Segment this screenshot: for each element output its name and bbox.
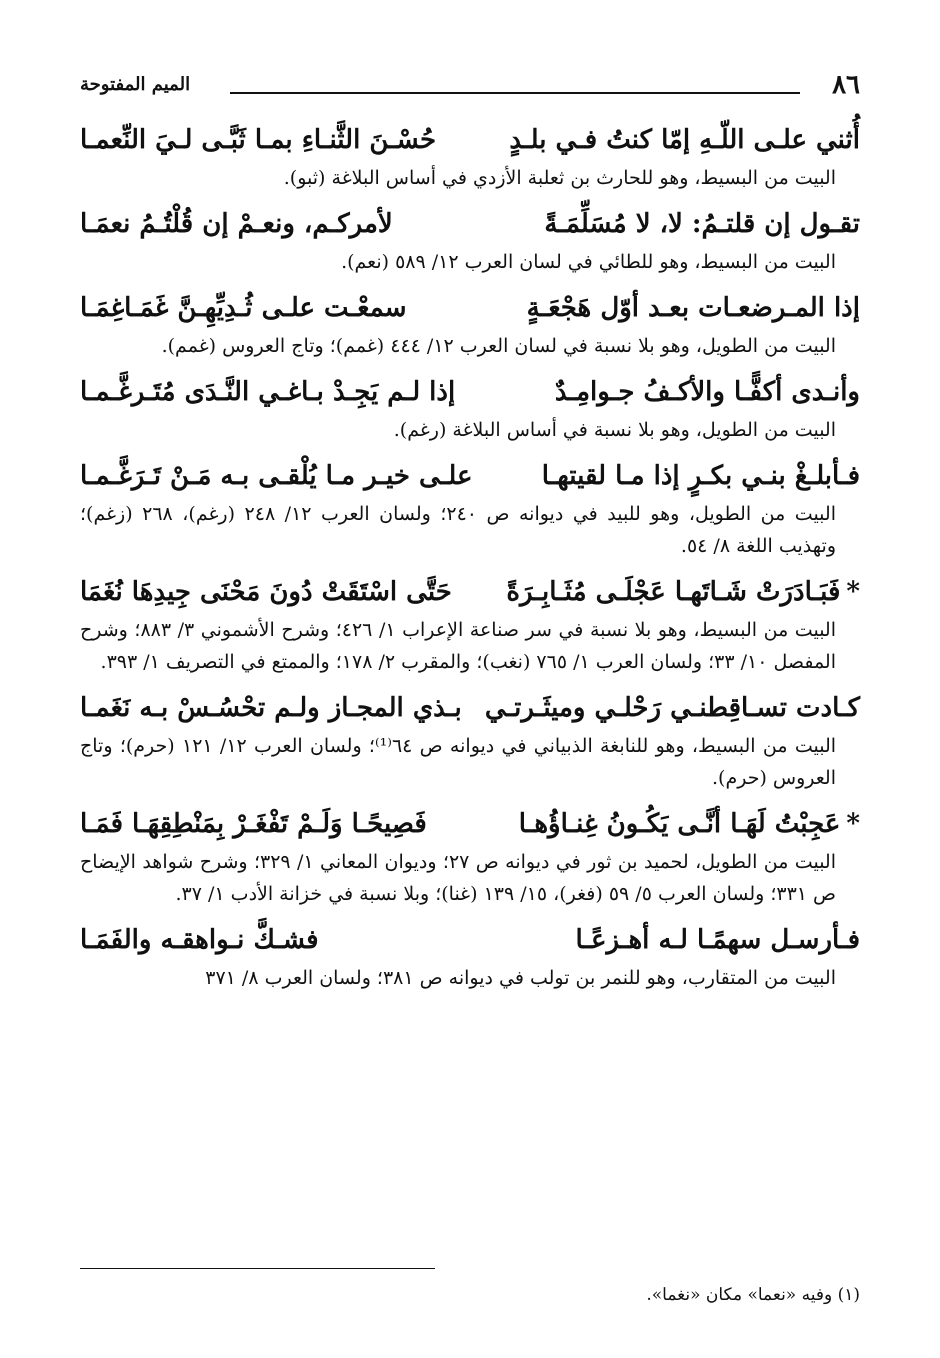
first-hemistich bbox=[485, 686, 860, 730]
header-rule bbox=[230, 92, 800, 94]
source-note: البيت من الطويل، وهو للبيد في ديوانه ص ٢٤٠؛ ولسان العرب ١٢/ ٢٤٨ (رغم)، ٢٦٨ (زغم)؛ وتهذيب اللغة ٨/ ٥٤. bbox=[80, 503, 836, 557]
first-hemistich bbox=[575, 918, 860, 962]
verse-entry bbox=[80, 202, 860, 278]
source-note: البيت من الطويل، لحميد بن ثور في ديوانه ص ٢٧؛ وديوان المعاني ١/ ٣٢٩؛ وشرح شواهد الإيضاح ص ٣٣١؛ ولسان العرب ٥/ ٥٩ (فغر)، ١٥/ ١٣٩ (غنا)؛ وبلا نسبة في خزانة الأدب ١/ ٣٧. bbox=[80, 851, 836, 905]
verse-line bbox=[80, 918, 860, 962]
first-hemistich-text: أُثني علـى اللّـهِ إمّا كنتُ فـي بلـدٍ bbox=[509, 125, 860, 155]
running-title: الميم المفتوحة bbox=[80, 74, 191, 95]
verse-line bbox=[80, 686, 860, 730]
first-hemistich-text: عَجِبْتُ لَهَـا أنَّـى يَكُـونُ غِنـاؤُهـا bbox=[518, 809, 841, 839]
second-hemistich: حَتَّى اسْتَقَتْ دُونَ مَحْنَى جِيدِهَا نُغَمَا bbox=[80, 577, 452, 607]
second-hemistich: حُسْـنَ الثَّنـاءِ بمـا ثَبَّـى لـيَ النِّعمـا bbox=[80, 125, 437, 155]
source-note: البيت من البسيط، وهو للنابغة الذبياني في ديوانه ص ٦٤⁽¹⁾؛ ولسان العرب ١٢/ ١٢١ (حرم)؛ وتاج العروس (حرم). bbox=[80, 735, 837, 789]
second-hemistich: فشـكَّ نـواهقـه والفَمَـا bbox=[80, 925, 319, 955]
verse-entry bbox=[80, 454, 860, 562]
verse-line bbox=[80, 286, 860, 330]
second-hemistich: لأمركـم، ونعـمْ إن قُلْتُـمُ نعمَـا bbox=[80, 209, 393, 239]
verse-line bbox=[80, 118, 860, 162]
verse-entries bbox=[80, 118, 860, 1002]
footnote: (١) وفيه «نعما» مكان «نغما». bbox=[646, 1285, 860, 1305]
asterisk-mark: * bbox=[846, 577, 860, 607]
source-note: البيت من الطويل، وهو بلا نسبة في أساس البلاغة (رغم). bbox=[393, 419, 836, 441]
asterisk-mark: * bbox=[846, 809, 860, 839]
first-hemistich-text: كـادت تسـاقِطنـي رَحْلـي وميثَـرتـي bbox=[484, 693, 860, 723]
verse-line bbox=[80, 802, 860, 846]
verse-entry bbox=[80, 570, 860, 678]
second-hemistich: فَصِيحًـا وَلَـمْ تَفْغَـرْ بِمَنْطِقِهَـا فَمَـا bbox=[80, 809, 427, 839]
source-note: البيت من البسيط، وهو للطائي في لسان العرب ١٢/ ٥٨٩ (نعم). bbox=[341, 251, 836, 273]
verse-entry bbox=[80, 802, 860, 910]
page-number: ٨٦ bbox=[832, 70, 860, 100]
second-hemistich: إذا لـم يَجِـدْ بـاغـي النَّـدَى مُتَـرغَّـمـا bbox=[80, 377, 456, 407]
verse-entry bbox=[80, 286, 860, 362]
verse-entry bbox=[80, 118, 860, 194]
first-hemistich bbox=[509, 118, 860, 162]
first-hemistich-text: وأنـدى أكفًّـا والأكـفُ جـوامِـدٌ bbox=[554, 377, 860, 407]
first-hemistich bbox=[542, 454, 860, 498]
source-note: البيت من المتقارب، وهو للنمر بن تولب في ديوانه ص ٣٨١؛ ولسان العرب ٨/ ٣٧١ bbox=[205, 967, 836, 989]
verse-line bbox=[80, 202, 860, 246]
source-note: البيت من البسيط، وهو بلا نسبة في سر صناعة الإعراب ١/ ٤٢٦؛ وشرح الأشموني ٣/ ٨٨٣؛ وشرح المفصل ١٠/ ٣٣؛ ولسان العرب ١/ ٧٦٥ (نغب)؛ والمقرب ٢/ ١٧٨؛ والممتع في التصريف ١/ ٣٩٣. bbox=[80, 619, 836, 673]
first-hemistich-text: فَبَـادَرَتْ شَـاتَهـا عَجْلَـى مُثَـابِـرَةً bbox=[506, 577, 841, 607]
source-note: البيت من البسيط، وهو للحارث بن ثعلبة الأزدي في أساس البلاغة (ثبو). bbox=[283, 167, 836, 189]
footnote-rule bbox=[80, 1268, 435, 1269]
first-hemistich-text: تقـول إن قلتـمُ: لا، لا مُسَلِّمَـةً bbox=[544, 209, 860, 239]
verse-line bbox=[80, 370, 860, 414]
first-hemistich-text: إذا المـرضعـات بعـد أوّل هَجْعَـةٍ bbox=[526, 293, 860, 323]
source-note: البيت من الطويل، وهو بلا نسبة في لسان العرب ١٢/ ٤٤٤ (غمم)؛ وتاج العروس (غمم). bbox=[161, 335, 836, 357]
first-hemistich bbox=[506, 570, 860, 614]
first-hemistich-text: فـأبلـغْ بنـي بكـرٍ إذا مـا لقيتهـا bbox=[541, 461, 860, 491]
second-hemistich: بـذي المجـاز ولـم تحْسُـسْ بـه نَغَمـا bbox=[80, 693, 462, 723]
first-hemistich bbox=[544, 202, 860, 246]
first-hemistich-text: فـأرسـل سهمًـا لـه أهـزعًـا bbox=[575, 925, 860, 955]
verse-entry bbox=[80, 370, 860, 446]
verse-line bbox=[80, 570, 860, 614]
second-hemistich: علـى خيـر مـا يُلْقـى بـه مَـنْ تَـرَغَّـمـا bbox=[80, 461, 473, 491]
verse-entry bbox=[80, 918, 860, 994]
verse-entry bbox=[80, 686, 860, 794]
verse-line bbox=[80, 454, 860, 498]
page-header bbox=[80, 70, 860, 106]
first-hemistich bbox=[555, 370, 860, 414]
first-hemistich bbox=[519, 802, 860, 846]
first-hemistich bbox=[527, 286, 860, 330]
second-hemistich: سمعْـت علـى ثُـدِيِّهِـنَّ غَمَـاغِمَـا bbox=[80, 293, 407, 323]
